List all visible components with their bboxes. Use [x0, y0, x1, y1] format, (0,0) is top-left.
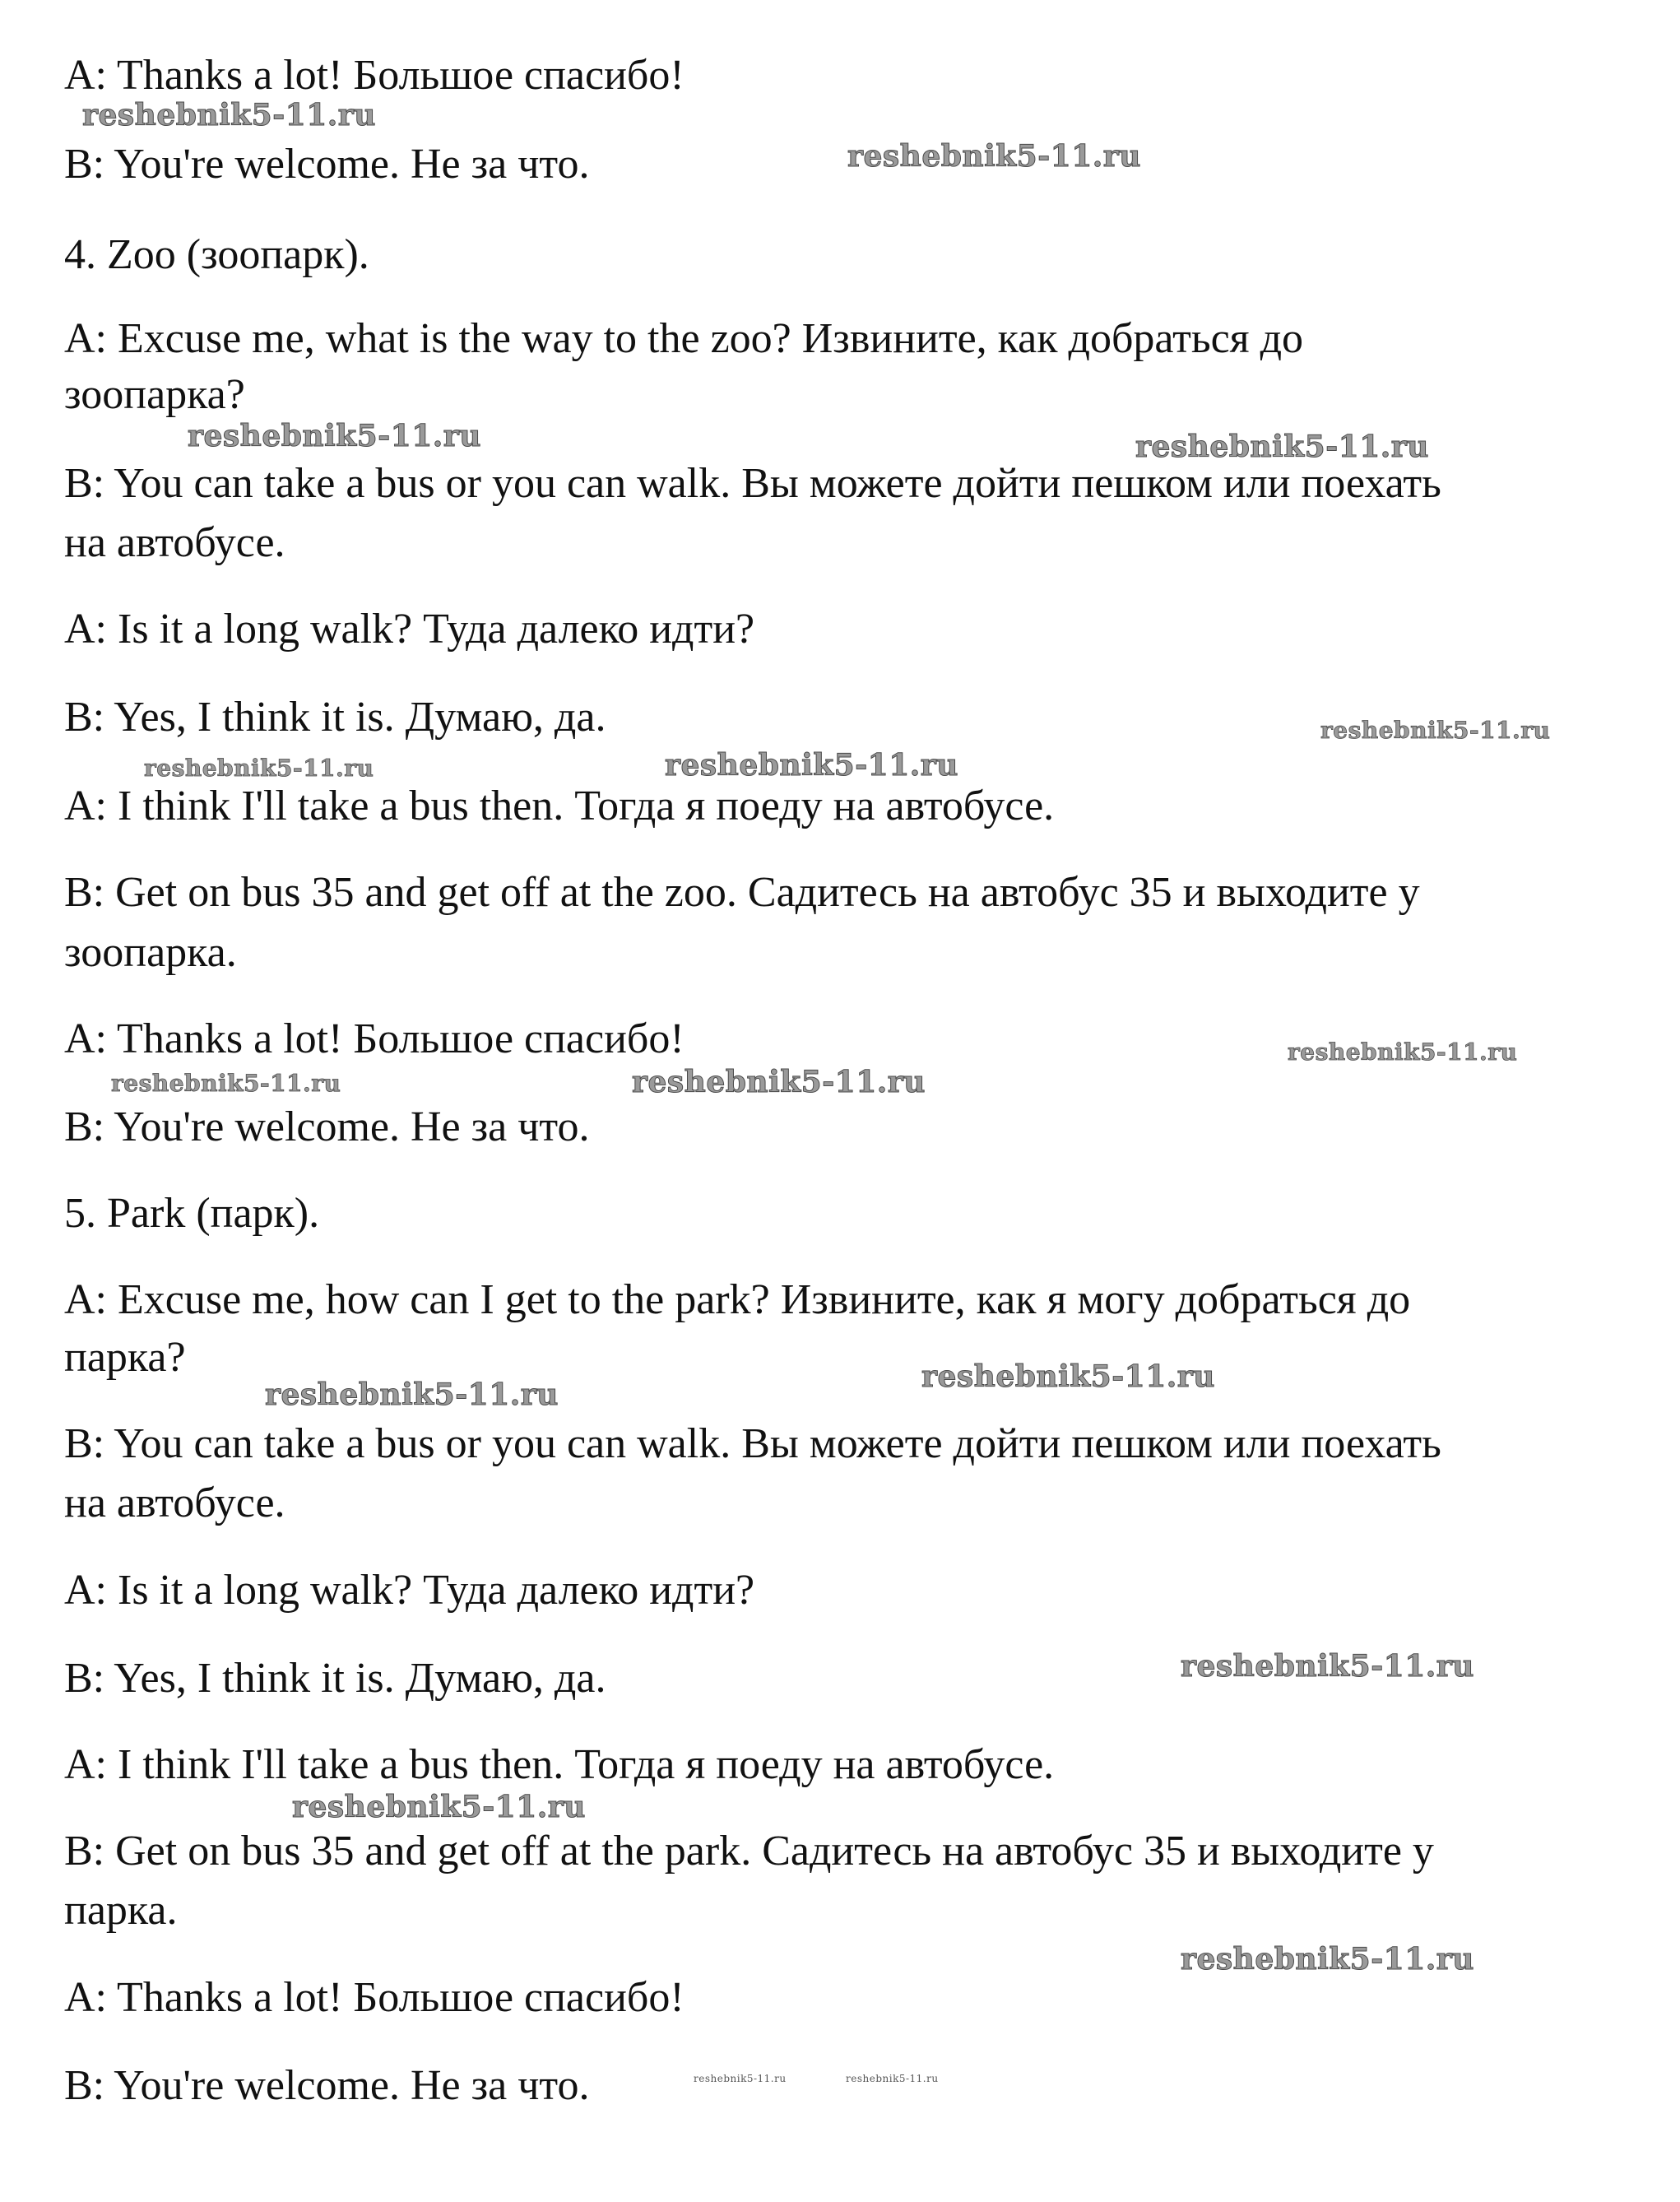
watermark: reshebnik5-11.ru	[265, 1377, 559, 1412]
dialogue-line: A: Excuse me, how can I get to the park? Извините, как я могу добраться до	[64, 1276, 1411, 1323]
watermark: reshebnik5-11.ru	[694, 2073, 787, 2084]
watermark: reshebnik5-11.ru	[1288, 1038, 1518, 1066]
watermark: reshebnik5-11.ru	[847, 139, 1141, 174]
dialogue-line: A: Thanks a lot! Большое спасибо!	[64, 1015, 685, 1062]
watermark: reshebnik5-11.ru	[1181, 1942, 1474, 1977]
watermark: reshebnik5-11.ru	[188, 419, 481, 453]
dialogue-line: B: Get on bus 35 and get off at the zoo. Садитесь на автобус 35 и выходите у	[64, 869, 1420, 916]
watermark: reshebnik5-11.ru	[144, 755, 374, 782]
watermark: reshebnik5-11.ru	[82, 98, 376, 132]
watermark: reshebnik5-11.ru	[1181, 1649, 1474, 1684]
watermark: reshebnik5-11.ru	[632, 1065, 926, 1099]
dialogue-line: на автобусе.	[64, 1480, 285, 1526]
dialogue-line: B: You're welcome. Не за что.	[64, 141, 590, 188]
dialogue-line: зоопарка.	[64, 929, 237, 976]
dialogue-line: B: Yes, I think it is. Думаю, да.	[64, 694, 606, 741]
dialogue-line: A: Thanks a lot! Большое спасибо!	[64, 1974, 685, 2021]
dialogue-line: парка?	[64, 1334, 186, 1381]
watermark: reshebnik5-11.ru	[665, 748, 958, 783]
dialogue-line: A: I think I'll take a bus then. Тогда я поеду на автобусе.	[64, 783, 1055, 829]
dialogue-line: зоопарка?	[64, 371, 245, 418]
dialogue-line: на автобусе.	[64, 519, 285, 566]
section-heading-zoo: 4. Zoo (зоопарк).	[64, 231, 369, 278]
dialogue-line: A: I think I'll take a bus then. Тогда я поеду на автобусе.	[64, 1741, 1055, 1788]
dialogue-line: A: Excuse me, what is the way to the zoo? Извините, как добраться до	[64, 315, 1304, 362]
dialogue-line: A: Thanks a lot! Большое спасибо!	[64, 52, 685, 99]
watermark: reshebnik5-11.ru	[111, 1070, 341, 1097]
dialogue-line: A: Is it a long walk? Туда далеко идти?	[64, 606, 755, 653]
dialogue-line: B: Get on bus 35 and get off at the park. Садитесь на автобус 35 и выходите у	[64, 1828, 1434, 1874]
dialogue-line: A: Is it a long walk? Туда далеко идти?	[64, 1567, 755, 1614]
dialogue-line: B: You're welcome. Не за что.	[64, 2062, 590, 2109]
watermark: reshebnik5-11.ru	[846, 2073, 939, 2084]
dialogue-line: B: You're welcome. Не за что.	[64, 1103, 590, 1150]
section-heading-park: 5. Park (парк).	[64, 1190, 320, 1237]
watermark: reshebnik5-11.ru	[921, 1359, 1215, 1394]
dialogue-line: B: You can take a bus or you can walk. Вы можете дойти пешком или поехать	[64, 1420, 1441, 1467]
watermark: reshebnik5-11.ru	[1320, 717, 1551, 744]
dialogue-line: B: Yes, I think it is. Думаю, да.	[64, 1655, 606, 1702]
dialogue-line: парка.	[64, 1887, 178, 1934]
watermark: reshebnik5-11.ru	[292, 1790, 586, 1824]
dialogue-line: B: You can take a bus or you can walk. Вы можете дойти пешком или поехать	[64, 460, 1441, 507]
watermark: reshebnik5-11.ru	[1135, 430, 1429, 464]
